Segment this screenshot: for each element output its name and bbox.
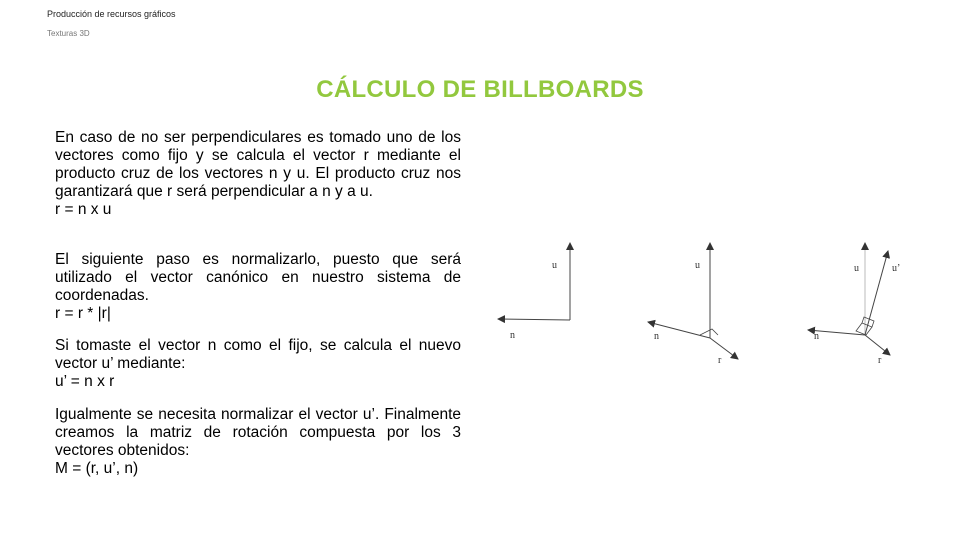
n-label: n [510,330,515,341]
slide-title: CÁLCULO DE BILLBOARDS [316,76,644,103]
n-vector [498,319,570,320]
formula: u’ = n x r [55,373,115,390]
topic-name: Texturas 3D [47,29,90,38]
formula: r = r * |r| [55,305,111,322]
paragraph-1 [55,129,461,219]
vector-diagram-2 [640,235,750,365]
paragraph-text: Si tomaste el vector n como el fijo, se calcula el nuevo vector u’ mediante: [55,337,461,372]
paragraph-text: El siguiente paso es normalizarlo, puesto que será utilizado el vector canónico en nuestro sistema de coordenadas. [55,251,461,304]
u-prime-label: u’ [892,263,901,274]
formula: M = (r, u’, n) [55,460,139,477]
course-name: Producción de recursos gráficos [47,9,176,19]
paragraph-4 [55,406,461,478]
r-vector [865,335,890,355]
paragraph-text: Igualmente se necesita normalizar el vector u’. Finalmente creamos la matriz de rotación compuesta por los 3 vectores obtenidos: [55,406,461,459]
r-label: r [718,355,722,365]
paragraph-3 [55,337,461,391]
formula: r = n x u [55,201,112,218]
paragraph-2 [55,251,461,323]
vector-diagram-3 [800,235,915,365]
r-vector [710,338,738,359]
paragraph-text: En caso de no ser perpendiculares es tomado uno de los vectores como fijo y se calcula el vector r mediante el producto cruz de los vectores n y u. El producto cruz nos garantizará que r será perpendicular a n y a u. [55,129,461,200]
vector-diagram-1 [490,235,600,350]
r-label: r [878,355,882,365]
u-prime-vector [865,251,888,335]
u-label: u [552,260,557,271]
n-label: n [654,331,659,342]
n-label: n [814,331,819,342]
u-label: u [695,260,700,271]
u-label: u [854,263,859,274]
